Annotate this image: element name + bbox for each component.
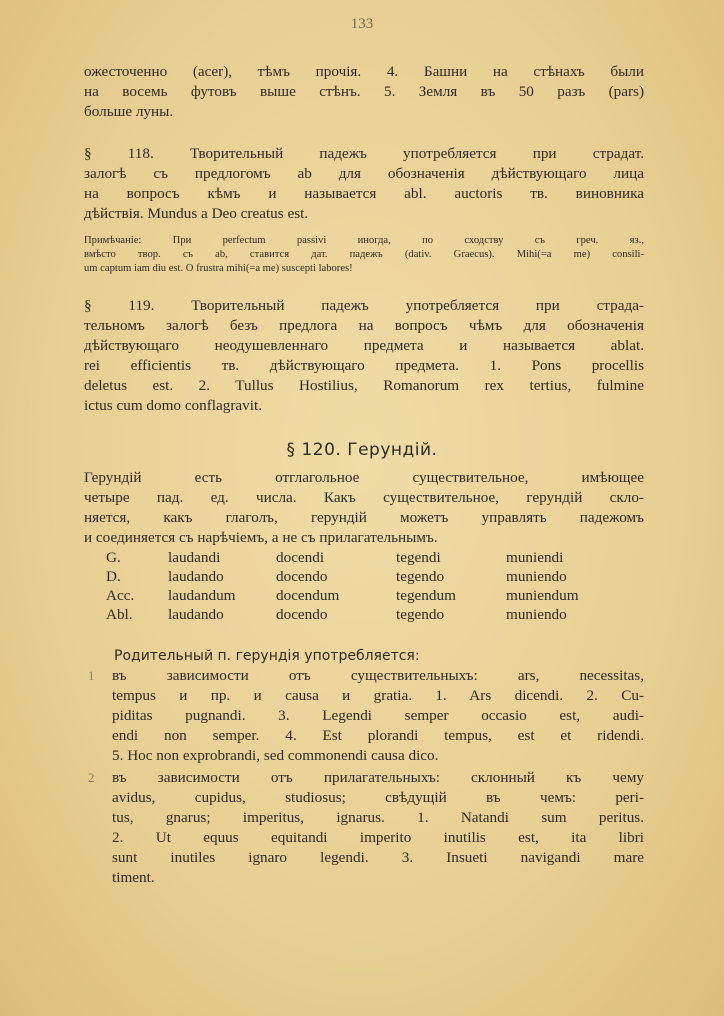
note-line: вмѣсто твор. съ ab, ставится дат. падежъ (dativ. Graecus). Mihi(=a me) consili- [84,249,644,260]
case-label: Acc. [106,587,135,604]
table-cell: laudando [168,568,224,585]
genitive-heading [84,646,644,666]
text-line: 5. Hoc non exprobrandi, sed commonendi causa dico. [112,747,439,764]
table-cell: muniendi [506,549,564,566]
note-118 [84,234,644,276]
text-line: rei efficientis тв. дѣйствующаго предмета. 1. Pons procellis [84,357,644,374]
page-number: 133 [350,16,374,32]
table-cell: docendum [276,587,340,604]
table-cell: laudando [168,606,224,623]
paragraph-top [84,62,644,122]
text-line: Родительный п. герундія употребляется: [114,648,420,664]
note-line: Примѣчаніе: При perfectum passivi иногда, по сходству съ греч. яз., [84,235,644,246]
text-line: больше луны. [84,103,174,120]
text-line: Герундій есть отглагольное существительное, имѣющее [84,469,644,486]
table-cell: tegendo [396,606,445,623]
text-line: tempus и пр. и causa и gratia. 1. Ars dicendi. 2. Cu- [112,687,644,704]
point-1 [112,666,644,766]
table-cell: tegendum [396,587,456,604]
table-cell: muniendo [506,606,567,623]
text-line: четыре пад. ед. числа. Какъ существительное, герундій скло- [84,489,644,506]
table-cell: laudandi [168,549,221,566]
table-cell: muniendum [506,587,579,604]
text-line: въ зависимости отъ прилагательныхъ: склонный къ чему [112,769,644,786]
table-cell: tegendi [396,549,441,566]
text-line: avidus, cupidus, studiosus; свѣдущій въ чемъ: peri- [112,789,644,806]
text-line: deletus est. 2. Tullus Hostilius, Romanorum rex tertius, fulmine [84,377,644,394]
text-line: тельномъ залогѣ безъ предлога на вопросъ чѣмъ для обозначенія [84,317,644,334]
text-line: endi non semper. 4. Est plorandi tempus, est et ridendi. [112,727,644,744]
text-line: дѣйствія. Mundus a Deo creatus est. [84,205,309,222]
case-label: D. [106,568,121,585]
text-line: дѣйствующаго неодушевленнаго предмета и называется ablat. [84,337,644,354]
table-row [106,567,579,586]
table-cell: docendi [276,549,325,566]
section-heading-120: § 120. Герундій. [286,440,438,460]
case-label: G. [106,549,121,566]
text-line: ictus cum domo conflagravit. [84,397,262,414]
text-line: и соединяется съ нарѣчіемъ, а не съ прилагательнымъ. [84,529,438,546]
table-cell: tegendo [396,568,445,585]
text-line: timent. [112,869,155,886]
paragraph-120 [84,468,644,548]
table-row [106,548,579,567]
text-line: 2. Ut equus equitandi imperito inutilis est, ita libri [112,829,644,846]
text-line: на восемь футовъ выше стѣнъ. 5. Земля въ 50 разъ (pars) [84,83,644,100]
text-line: piditas pugnandi. 3. Legendi semper occasio est, audi- [112,707,644,724]
text-line: на вопросъ кѣмъ и называется abl. auctoris тв. виновника [84,185,644,202]
declension-table [106,548,579,624]
text-line: въ зависимости отъ существительныхъ: ars, necessitas, [112,667,644,684]
paragraph-119 [84,296,644,416]
paragraph-118 [84,144,644,224]
text-line: tus, gnarus; imperitus, ignarus. 1. Natandi sum peritus. [112,809,644,826]
text-line: § 118. Творительный падежъ употребляется при страдат. [84,145,644,162]
table-cell: docendo [276,568,328,585]
point-marker-2: 2 [88,770,95,785]
table-row [106,605,579,624]
note-line: um captum iam diu est. O frustra mihi(=a me) suscepti labores! [84,263,353,274]
text-line: залогѣ съ предлогомъ ab для обозначенія дѣйствующаго лица [84,165,644,182]
point-marker-1: 1 [88,668,95,683]
table-cell: muniendo [506,568,567,585]
table-row [106,586,579,605]
point-2 [112,768,644,888]
text-line: sunt inutiles ignaro legendi. 3. Insueti navigandi mare [112,849,644,866]
text-line: § 119. Творительный падежъ употребляется при страда- [84,297,644,314]
table-cell: laudandum [168,587,236,604]
case-label: Abl. [106,606,133,623]
text-line: ожесточенно (acer), тѣмъ прочія. 4. Башни на стѣнахъ были [84,63,644,80]
table-cell: docendo [276,606,328,623]
text-line: няется, какъ глаголъ, герундій можетъ управлять падежомъ [84,509,644,526]
